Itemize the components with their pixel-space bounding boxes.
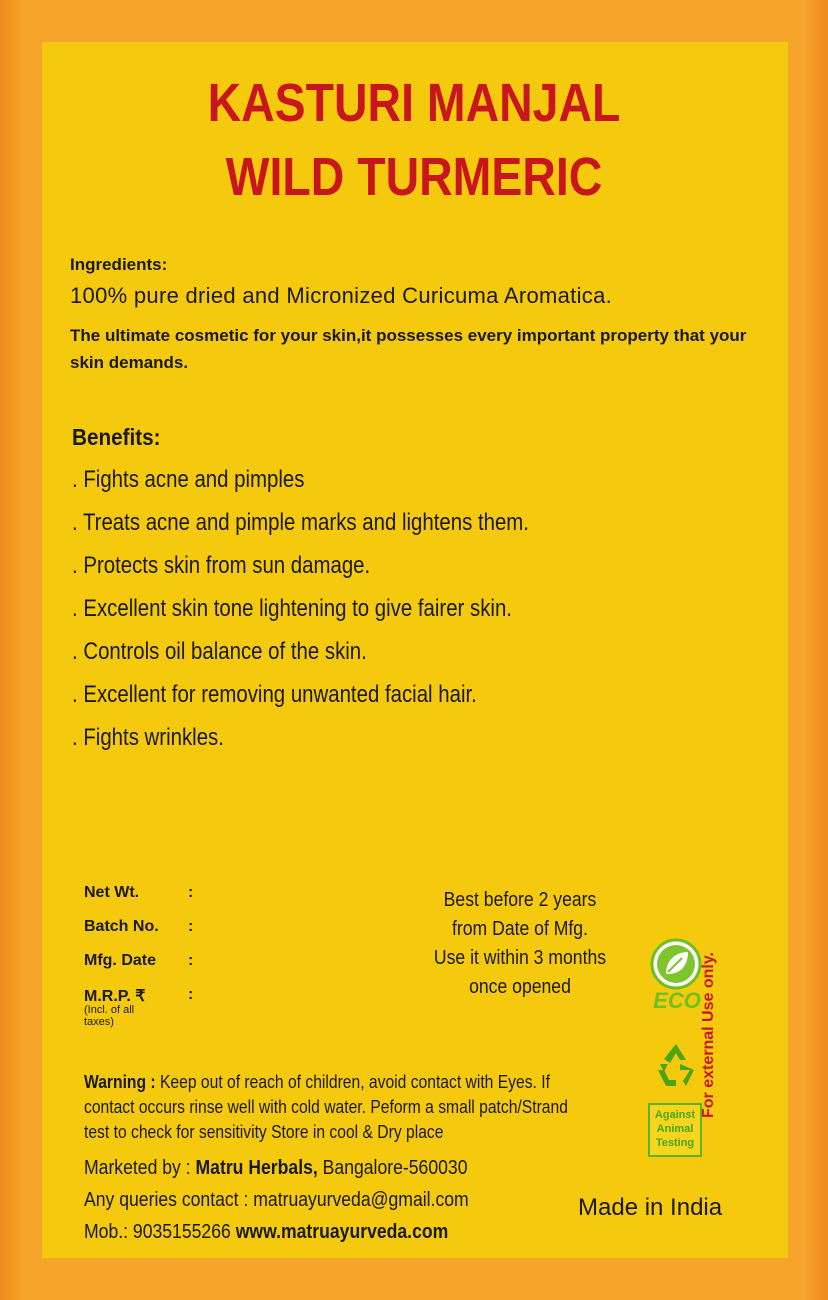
best-before-line: Use it within 3 months xyxy=(433,947,607,969)
batch-no-row xyxy=(84,918,194,952)
ingredients-label: Ingredients: xyxy=(70,255,168,274)
website-link: www.matruayurveda.com xyxy=(235,1221,449,1243)
queries-line: Any queries contact : matruayurveda@gmail.com xyxy=(84,1189,469,1211)
eco-label: ECO xyxy=(653,988,701,1013)
benefit-item: . Fights acne and pimples xyxy=(72,466,305,493)
benefit-item: . Excellent skin tone lightening to give fairer skin. xyxy=(72,595,512,622)
warning-body: Keep out of reach of children, avoid contact with Eyes. If contact occurs rinse well with cold water. Peform a small patch/Strand test to check for sensitivity Store in cool & Dry place xyxy=(84,1072,568,1142)
benefit-item: . Treats acne and pimple marks and lightens them. xyxy=(72,509,529,536)
mobile-line xyxy=(84,1216,469,1248)
mfg-date-label: Mfg. Date xyxy=(84,952,156,969)
company-city: Bangalore-560030 xyxy=(317,1157,468,1179)
ingredients-text: 100% pure dried and Micronized Curicuma Aromatica. xyxy=(70,283,613,308)
badge-line: Animal xyxy=(656,1123,694,1135)
best-before-note xyxy=(414,886,625,1002)
warning-text xyxy=(84,1070,571,1145)
benefits-list xyxy=(72,462,610,763)
against-animal-testing-badge xyxy=(648,1103,702,1157)
benefit-item: . Fights wrinkles. xyxy=(72,724,224,751)
colon: : xyxy=(188,986,194,1003)
external-use-note: For external Use only. xyxy=(700,952,717,1118)
benefit-item: . Protects skin from sun damage. xyxy=(72,552,371,579)
marketed-by-line xyxy=(84,1152,469,1184)
badge-line: Against xyxy=(654,1109,696,1121)
badge-line: Testing xyxy=(655,1137,695,1149)
best-before-line: once opened xyxy=(469,976,571,998)
warning-label: Warning : xyxy=(84,1072,156,1092)
marketed-prefix: Marketed by : xyxy=(84,1157,196,1179)
batch-no-label: Batch No. xyxy=(84,918,159,935)
mrp-row xyxy=(84,986,194,1028)
taxes-note: (Incl. of all taxes) xyxy=(84,1004,135,1028)
product-description: The ultimate cosmetic for your skin,it possesses every important property that your skin demands. xyxy=(70,326,747,372)
colon: : xyxy=(188,884,194,901)
benefit-item: . Excellent for removing unwanted facial hair. xyxy=(72,681,477,708)
mfg-date-row xyxy=(84,952,194,986)
product-title-line1: KASTURI MANJAL xyxy=(207,73,621,133)
best-before-line: from Date of Mfg. xyxy=(452,918,588,940)
net-weight-row xyxy=(84,884,194,918)
mrp-label: M.R.P. ₹ xyxy=(84,988,146,1005)
contact-info xyxy=(84,1152,469,1248)
net-weight-label: Net Wt. xyxy=(84,884,140,901)
product-title-line2: WILD TURMERIC xyxy=(225,147,603,207)
eco-leaf-icon xyxy=(650,938,702,990)
recycle-icon xyxy=(650,1040,702,1092)
company-name: Matru Herbals, xyxy=(195,1157,318,1179)
made-in-india: Made in India xyxy=(578,1194,723,1221)
mobile-number: Mob.: 9035155266 xyxy=(84,1221,236,1243)
best-before-line: Best before 2 years xyxy=(443,889,597,911)
product-meta xyxy=(84,884,194,1028)
colon: : xyxy=(188,918,194,935)
benefit-item: . Controls oil balance of the skin. xyxy=(72,638,367,665)
colon: : xyxy=(188,952,194,969)
benefits-label: Benefits: xyxy=(72,424,161,450)
